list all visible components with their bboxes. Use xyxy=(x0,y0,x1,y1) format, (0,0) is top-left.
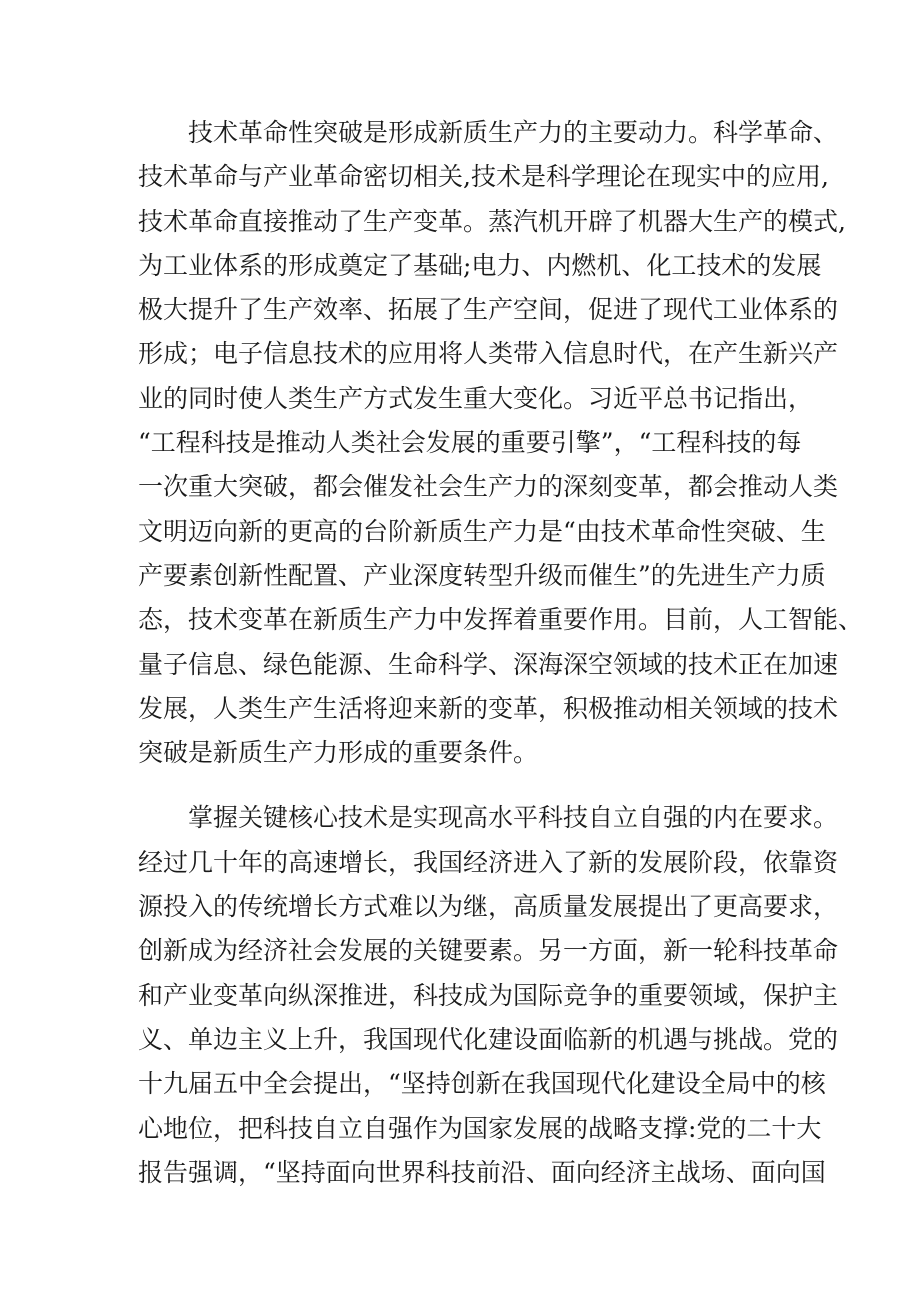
text-line: 发展，人类生产生活将迎来新的变革，积极推动相关领域的技术 xyxy=(138,693,839,723)
text-line: 态，技术变革在新质生产力中发挥着重要作用。目前，人工智能、 xyxy=(138,605,864,635)
text-line: 义、单边主义上升，我国现代化建设面临新的机遇与挑战。党的 xyxy=(138,1024,839,1054)
text-line: 和产业变革向纵深推进，科技成为国际竞争的重要领域，保护主 xyxy=(138,980,839,1010)
text-line: 技术革命直接推动了生产变革。蒸汽机开辟了机器大生产的模式, xyxy=(138,206,846,236)
text-line: 心地位，把科技自立自强作为国家发展的战略支撑:党的二十大 xyxy=(138,1113,822,1143)
paragraph-tech-revolution xyxy=(138,111,864,775)
text-line: 十九届五中全会提出，“坚持创新在我国现代化建设全局中的核 xyxy=(138,1069,826,1099)
text-line: 创新成为经济社会发展的关键要素。另一方面，新一轮科技革命 xyxy=(138,936,839,966)
text-line: 经过几十年的高速增长，我国经济进入了新的发展阶段，依靠资 xyxy=(138,847,839,877)
text-line: 为工业体系的形成奠定了基础;电力、内燃机、化工技术的发展 xyxy=(138,250,822,280)
text-line: 报告强调，“坚持面向世界科技前沿、面向经济主战场、面向国 xyxy=(138,1157,826,1187)
document-body xyxy=(138,111,864,1195)
text-line: 源投入的传统增长方式难以为继，高质量发展提出了更高要求， xyxy=(138,892,839,922)
text-line: 技术革命与产业革命密切相关,技术是科学理论在现实中的应用, xyxy=(138,162,829,192)
text-line: 突破是新质生产力形成的重要条件。 xyxy=(138,738,539,768)
text-line: 文明迈向新的更高的台阶新质生产力是“由技术革命性突破、生 xyxy=(138,516,826,546)
paragraph-core-technology xyxy=(138,796,839,1195)
text-line: 一次重大突破，都会催发社会生产力的深刻变革，都会推动人类 xyxy=(138,472,839,502)
text-line: 量子信息、绿色能源、生命科学、深海深空领域的技术正在加速 xyxy=(138,649,839,679)
text-line: 业的同时使人类生产方式发生重大变化。习近平总书记指出， xyxy=(138,383,814,413)
text-line: 掌握关键核心技术是实现高水平科技自立自强的内在要求。 xyxy=(188,803,839,833)
text-line: 技术革命性突破是形成新质生产力的主要动力。科学革命、 xyxy=(188,118,839,147)
text-line: “工程科技是推动人类社会发展的重要引擎”，“工程科技的每 xyxy=(138,428,802,458)
text-line: 形成；电子信息技术的应用将人类带入信息时代，在产生新兴产 xyxy=(138,339,839,369)
text-line: 极大提升了生产效率、拓展了生产空间，促进了现代工业体系的 xyxy=(138,295,839,325)
text-line: 产要素创新性配置、产业深度转型升级而催生”的先进生产力质 xyxy=(138,560,826,590)
